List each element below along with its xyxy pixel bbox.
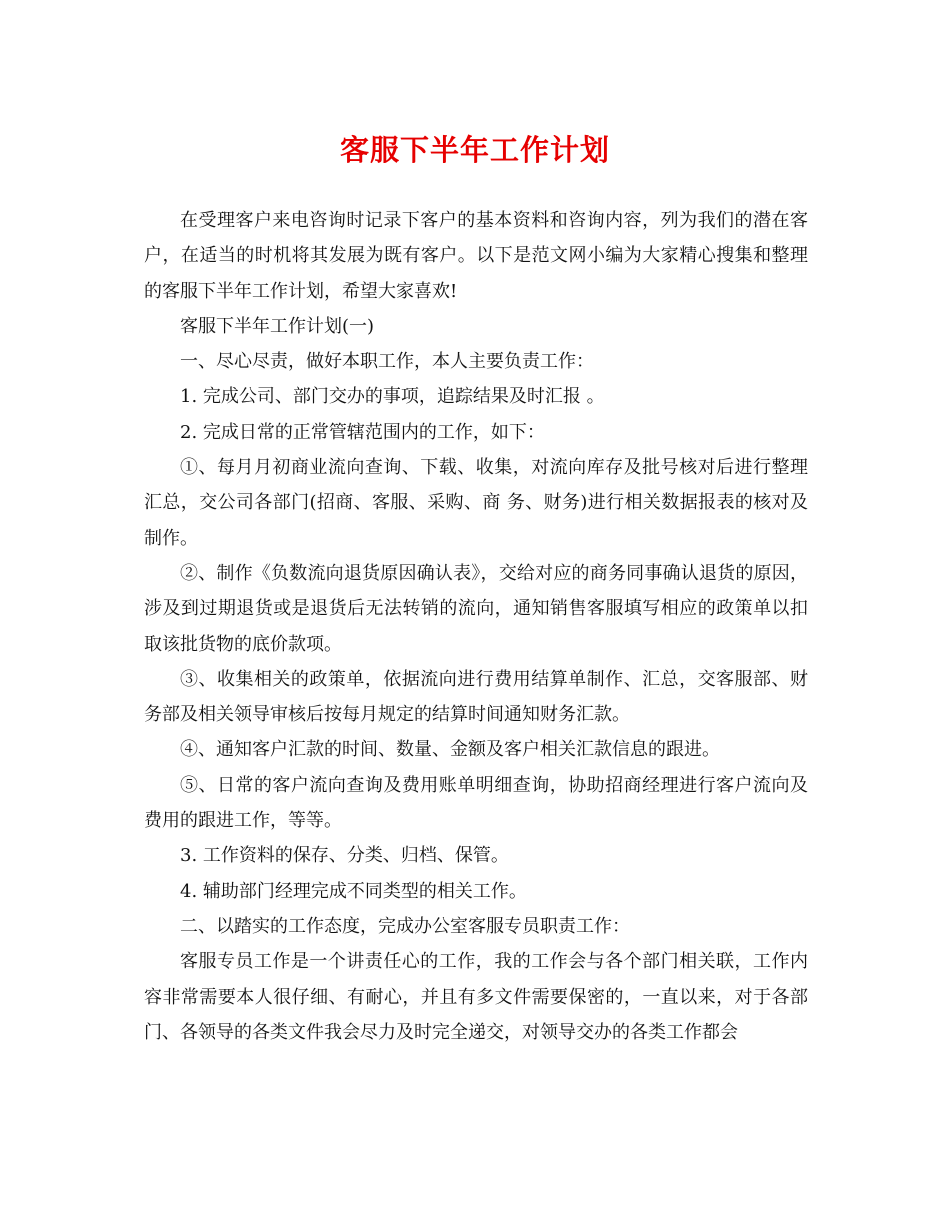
paragraph: ②、制作《负数流向退货原因确认表》，交给对应的商务同事确认退货的原因，涉及到过期退货或是退货后无法转销的流向，通知销售客服填写相应的政策单以扣取该批货物的底价款项。: [144, 562, 808, 655]
paragraph: 客服下半年工作计划(一): [180, 315, 375, 337]
paragraph: ④、通知客户汇款的时间、数量、金额及客户相关汇款信息的跟进。: [180, 739, 720, 761]
paragraph: 3. 工作资料的保存、分类、归档、保管。: [180, 845, 509, 867]
paragraph: 二、以踏实的工作态度，完成办公室客服专员职责工作：: [180, 915, 630, 937]
paragraph: 1. 完成公司、部门交办的事项，追踪结果及时汇报 。: [180, 386, 605, 408]
paragraph: 4. 辅助部门经理完成不同类型的相关工作。: [180, 880, 527, 902]
paragraph: 2. 完成日常的正常管辖范围内的工作，如下：: [180, 421, 545, 443]
document-title: 客服下半年工作计划: [339, 133, 610, 167]
paragraph: 在受理客户来电咨询时记录下客户的基本资料和咨询内容，列为我们的潜在客户，在适当的时机将其发展为既有客户。以下是范文网小编为大家精心搜集和整理的客服下半年工作计划，希望大家喜欢!: [144, 210, 808, 302]
paragraph: 一、尽心尽责，做好本职工作，本人主要负责工作：: [180, 351, 594, 373]
paragraph: ①、每月月初商业流向查询、下载、收集，对流向库存及批号核对后进行整理汇总，交公司各部门(招商、客服、采购、商 务、财务)进行相关数据报表的核对及制作。: [144, 457, 808, 549]
paragraph: ⑤、日常的客户流向查询及费用账单明细查询，协助招商经理进行客户流向及费用的跟进工作，等等。: [144, 774, 808, 832]
paragraph: ③、收集相关的政策单，依据流向进行费用结算单制作、汇总，交客服部、财务部及相关领导审核后按每月规定的结算时间通知财务汇款。: [144, 668, 808, 726]
paragraph: 客服专员工作是一个讲责任心的工作，我的工作会与各个部门相关联，工作内容非常需要本人很仔细、有耐心，并且有多文件需要保密的，一直以来，对于各部门、各领导的各类文件我会尽力及时完全递交，对领导交办的各类工作都会: [144, 951, 808, 1043]
document-body: [144, 203, 808, 1050]
